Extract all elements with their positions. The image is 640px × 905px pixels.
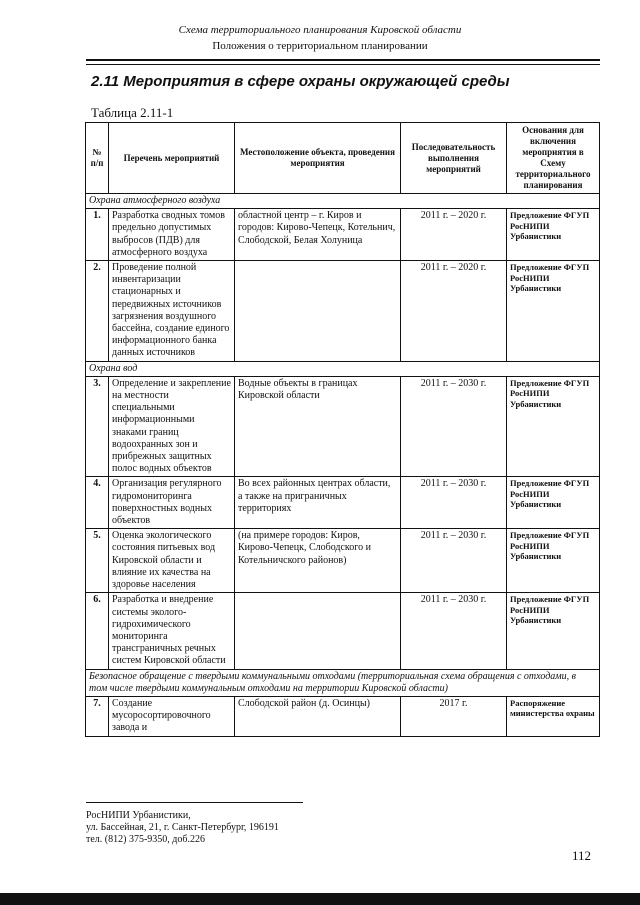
row-location: Во всех районных центрах области, а также на приграничных территориях — [235, 477, 401, 529]
row-activity: Создание мусоросортировочного завода и — [109, 696, 235, 736]
row-number: 7. — [86, 696, 109, 736]
table-caption: Таблица 2.11-1 — [91, 105, 174, 120]
row-basis: Распоряжение министерства охраны — [507, 696, 600, 736]
row-period: 2011 г. – 2020 г. — [401, 261, 507, 362]
footnote-rule — [86, 802, 303, 803]
row-period: 2011 г. – 2030 г. — [401, 593, 507, 669]
section-row-waste — [86, 669, 600, 696]
row-period: 2011 г. – 2030 г. — [401, 529, 507, 593]
row-number: 2. — [86, 261, 109, 362]
table-row — [86, 696, 600, 736]
row-number: 1. — [86, 209, 109, 261]
row-location — [235, 593, 401, 669]
row-activity: Разработка и внедрение системы эколого-гидрохимического мониторинга трансграничных речных систем Кировской области — [109, 593, 235, 669]
row-period: 2017 г. — [401, 696, 507, 736]
row-activity: Проведение полной инвентаризации стационарных и передвижных источников загрязнения воздушного бассейна, создание единого информационного банка данных источников — [109, 261, 235, 362]
row-basis: Предложение ФГУП РосНИПИ Урбанистики — [507, 209, 600, 261]
header-rule-thick — [86, 59, 600, 61]
column-header-number: № п/п — [86, 123, 109, 194]
section-title: 2.11 Мероприятия в сфере охраны окружающей среды — [91, 73, 510, 90]
row-location: областной центр – г. Киров и городов: Кирово-Чепецк, Котельнич, Слободской, Белая Холуница — [235, 209, 401, 261]
row-period: 2011 г. – 2030 г. — [401, 376, 507, 477]
page-number: 112 — [572, 848, 592, 863]
table-row — [86, 477, 600, 529]
section-label-waste: Безопасное обращение с твердыми коммунальными отходами (территориальная схема обращения с отходами, в том числе твердыми коммунальным отходами на территории Кировской области) — [86, 669, 600, 696]
header-rule-thin — [86, 64, 600, 65]
footnote-phone: тел. (812) 375-9350, доб.226 — [86, 834, 205, 845]
footer-bar — [0, 893, 640, 905]
row-period: 2011 г. – 2020 г. — [401, 209, 507, 261]
section-label-water: Охрана вод — [86, 361, 600, 376]
row-basis: Предложение ФГУП РосНИПИ Урбанистики — [507, 477, 600, 529]
row-location: (на примере городов: Киров, Кирово-Чепецк, Слободского и Котельничского районов) — [235, 529, 401, 593]
table-row — [86, 209, 600, 261]
row-activity: Разработка сводных томов предельно допустимых выбросов (ПДВ) для атмосферного воздуха — [109, 209, 235, 261]
footnote-address: ул. Бассейная, 21, г. Санкт-Петербург, 196191 — [86, 822, 279, 833]
footnote — [86, 810, 279, 846]
document-header-title: Схема территориального планирования Кировской области — [178, 24, 462, 36]
footnote-organization: РосНИПИ Урбанистики, — [86, 810, 191, 821]
table-row — [86, 376, 600, 477]
row-basis: Предложение ФГУП РосНИПИ Урбанистики — [507, 529, 600, 593]
row-number: 6. — [86, 593, 109, 669]
document-header-subtitle: Положения о территориальном планировании — [212, 40, 428, 52]
row-location: Слободской район (д. Осинцы) — [235, 696, 401, 736]
table-row — [86, 593, 600, 669]
table-header-row — [86, 123, 600, 194]
column-header-basis: Основания для включения мероприятия в Схему территориального планирования — [507, 123, 600, 194]
row-location: Водные объекты в границах Кировской области — [235, 376, 401, 477]
section-row-water — [86, 361, 600, 376]
table-row — [86, 529, 600, 593]
section-label-air: Охрана атмосферного воздуха — [86, 194, 600, 209]
column-header-period: Последовательность выполнения мероприятий — [401, 123, 507, 194]
row-period: 2011 г. – 2030 г. — [401, 477, 507, 529]
row-number: 3. — [86, 376, 109, 477]
section-row-air — [86, 194, 600, 209]
row-activity: Определение и закрепление на местности специальными информационными знаками границ водоохранных зон и прибрежных защитных полос водных объектов — [109, 376, 235, 477]
table-row — [86, 261, 600, 362]
row-basis: Предложение ФГУП РосНИПИ Урбанистики — [507, 261, 600, 362]
row-location — [235, 261, 401, 362]
row-number: 5. — [86, 529, 109, 593]
column-header-activity: Перечень мероприятий — [109, 123, 235, 194]
row-number: 4. — [86, 477, 109, 529]
measures-table — [85, 122, 600, 737]
row-activity: Оценка экологического состояния питьевых вод Кировской области и влияние их качества на здоровье населения — [109, 529, 235, 593]
row-basis: Предложение ФГУП РосНИПИ Урбанистики — [507, 376, 600, 477]
row-activity: Организация регулярного гидромониторинга поверхностных водных объектов — [109, 477, 235, 529]
row-basis: Предложение ФГУП РосНИПИ Урбанистики — [507, 593, 600, 669]
column-header-location: Местоположение объекта, проведения мероприятия — [235, 123, 401, 194]
